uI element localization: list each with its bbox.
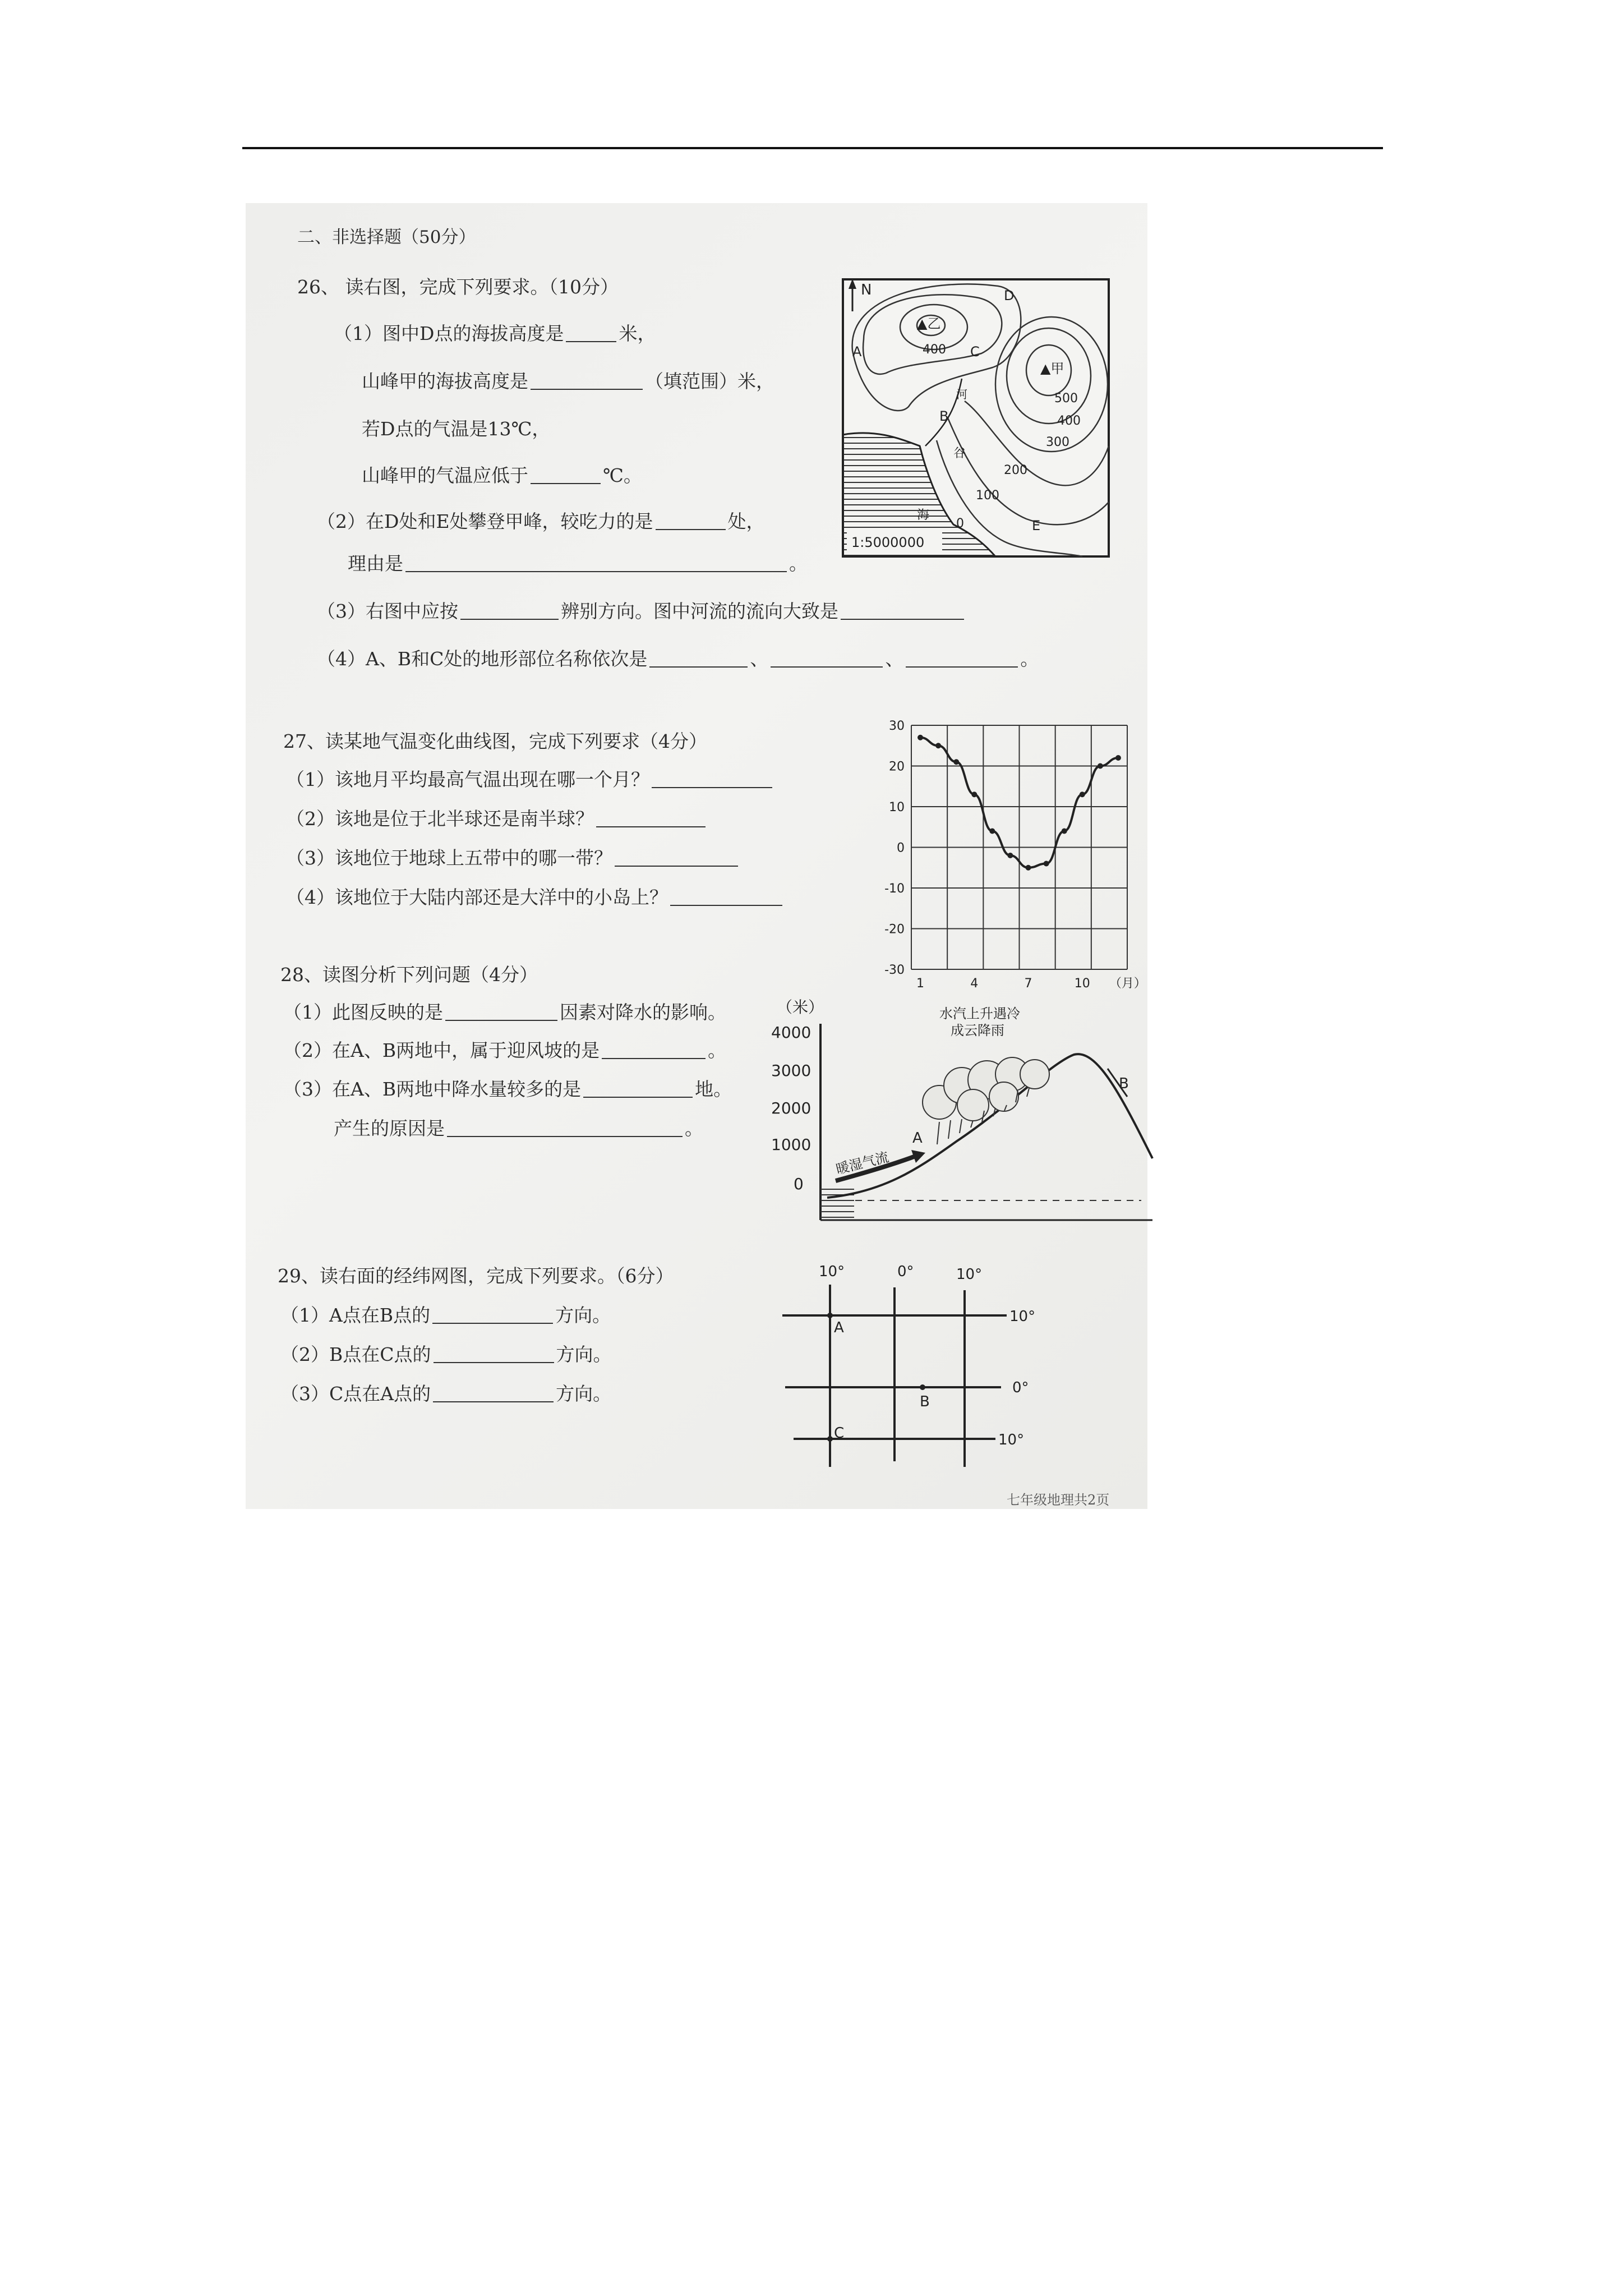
y-tick-label: 30	[889, 719, 905, 733]
answer-blank[interactable]	[656, 512, 726, 530]
q26-part1d: 山峰甲的气温应低于 ℃。	[362, 464, 642, 486]
answer-blank[interactable]	[906, 650, 1018, 668]
q28-q3: （3）在A、B两地中降水量较多的是 地。	[283, 1078, 732, 1100]
answer-blank[interactable]	[615, 849, 738, 867]
y-tick-label: -10	[884, 882, 905, 896]
q27-q3: （3）该地位于地球上五带中的哪一带？	[286, 847, 740, 869]
valley-label: 谷	[953, 447, 966, 461]
y-unit-label: （米）	[777, 998, 824, 1016]
temperature-point	[1115, 755, 1121, 761]
temperature-point	[989, 829, 995, 834]
q26-part1c: 若D点的气温是13℃，	[362, 418, 551, 440]
note-line1: 水汽上升遇冷	[939, 1006, 1020, 1022]
q26-part2b: 理由是 。	[348, 553, 808, 574]
y-tick-2000: 2000	[771, 1099, 811, 1117]
answer-blank[interactable]	[531, 466, 601, 484]
answer-blank[interactable]	[596, 809, 706, 827]
point-a-label: A	[852, 344, 862, 360]
river-label: 河	[956, 388, 967, 401]
section-title: 二、非选择题（50分）	[297, 227, 476, 247]
q29-q1: （1）A点在B点的 方向。	[280, 1304, 611, 1326]
q29-q2: （2）B点在C点的 方向。	[280, 1343, 612, 1365]
lat-label-bottom: 10°	[998, 1432, 1025, 1448]
y-tick-0: 0	[794, 1175, 804, 1193]
x-tick-label: 4	[970, 977, 979, 991]
q27-q4: （4）该地位于大陆内部还是大洋中的小岛上？	[286, 886, 785, 909]
q26-part2a: （2）在D处和E处攀登甲峰，较吃力的是 处，	[317, 510, 765, 532]
contour-label-400a: 400	[923, 343, 946, 357]
q26-title: 26、 读右图，完成下列要求。（10分）	[297, 276, 619, 298]
lat-long-grid	[782, 1259, 1130, 1473]
y-tick-4000: 4000	[771, 1023, 811, 1042]
temperature-point	[935, 743, 941, 748]
peak-jia-label: ▲甲	[1040, 361, 1064, 376]
answer-blank[interactable]	[531, 372, 643, 390]
x-tick-label: 7	[1024, 977, 1032, 991]
y-tick-label: -30	[884, 963, 905, 977]
q26-part3: （3）右图中应按 辨别方向。图中河流的流向大致是	[317, 600, 966, 623]
y-tick-label: -20	[884, 922, 905, 937]
answer-blank[interactable]	[433, 1384, 554, 1402]
topographic-map	[841, 278, 1110, 558]
contour-label-300: 300	[1046, 435, 1069, 449]
contour-label-400b: 400	[1057, 414, 1081, 428]
x-tick-label: 10	[1074, 977, 1090, 991]
point-c: C	[834, 1425, 845, 1442]
north-label: N	[861, 282, 872, 298]
temperature-point	[1098, 763, 1103, 769]
contour-label-200: 200	[1004, 463, 1027, 477]
temperature-point	[1044, 861, 1049, 867]
answer-blank[interactable]	[566, 324, 616, 342]
q28-q1: （1）此图反映的是 因素对降水的影响。	[283, 1001, 726, 1023]
y-tick-1000: 1000	[771, 1135, 811, 1154]
header-rule	[242, 147, 1383, 149]
y-tick-label: 20	[889, 760, 905, 774]
answer-blank[interactable]	[434, 1345, 554, 1363]
point-a: A	[834, 1319, 844, 1336]
answer-blank[interactable]	[405, 554, 787, 572]
lon-label-left: 10°	[819, 1263, 845, 1280]
x-tick-label: 1	[916, 977, 925, 991]
relief-rain-diagram	[771, 996, 1152, 1231]
airflow-label: 暖湿气流	[834, 1149, 891, 1177]
q27-q1: （1）该地月平均最高气温出现在哪一个月？	[286, 769, 774, 791]
q26-part1a: （1）图中D点的海拔高度是 米，	[334, 323, 656, 344]
q29-title: 29、读右面的经纬网图，完成下列要求。（6分）	[278, 1265, 674, 1287]
note-line2: 成云降雨	[951, 1023, 1004, 1038]
temperature-point	[917, 735, 923, 740]
q26-part4: （4）A、B和C处的地形部位名称依次是 、 、 。	[317, 648, 1039, 670]
q26-part1b: 山峰甲的海拔高度是 （填范围）米，	[362, 370, 774, 392]
contour-label-500: 500	[1054, 392, 1078, 406]
temperature-point	[971, 792, 977, 797]
contour-label-100: 100	[976, 489, 999, 503]
y-tick-3000: 3000	[771, 1061, 811, 1080]
label-a: A	[912, 1130, 923, 1147]
answer-blank[interactable]	[841, 602, 964, 620]
q28-title: 28、读图分析下列问题（4分）	[280, 964, 538, 986]
lon-label-center: 0°	[897, 1263, 914, 1280]
answer-blank[interactable]	[649, 650, 748, 668]
answer-blank[interactable]	[602, 1041, 706, 1059]
q27-q2: （2）该地是位于北半球还是南半球？	[286, 808, 708, 830]
lon-label-right: 10°	[956, 1266, 983, 1283]
lat-label-center: 0°	[1012, 1379, 1029, 1396]
lat-label-top: 10°	[1009, 1308, 1036, 1325]
q29-q3: （3）C点在A点的 方向。	[280, 1383, 612, 1405]
contour-label-0: 0	[956, 517, 964, 531]
answer-blank[interactable]	[583, 1080, 693, 1098]
peak-yi-label: ▲乙	[917, 316, 941, 332]
point-e-label: E	[1032, 518, 1041, 533]
point-b-label: B	[939, 408, 949, 424]
answer-blank[interactable]	[447, 1119, 683, 1137]
temperature-point	[1062, 829, 1067, 834]
temperature-point	[1026, 865, 1031, 871]
q28-q3b: 产生的原因是 。	[334, 1117, 703, 1139]
temperature-point	[1007, 853, 1013, 858]
answer-blank[interactable]	[460, 602, 559, 620]
y-tick-label: 10	[889, 800, 905, 815]
q27-title: 27、读某地气温变化曲线图，完成下列要求（4分）	[283, 730, 707, 752]
y-tick-label: 0	[897, 841, 905, 855]
label-b: B	[1119, 1075, 1129, 1092]
point-c-label: C	[970, 344, 980, 360]
answer-blank[interactable]	[445, 1003, 557, 1021]
map-scale: 1:5000000	[851, 535, 925, 550]
answer-blank[interactable]	[652, 770, 772, 788]
page-footer: 七年级地理共2页	[1007, 1492, 1110, 1508]
answer-blank[interactable]	[670, 888, 782, 906]
sea-label: 海	[917, 508, 930, 522]
answer-blank[interactable]	[432, 1306, 553, 1324]
temperature-chart	[864, 711, 1146, 997]
answer-blank[interactable]	[771, 650, 883, 668]
q28-q2: （2）在A、B两地中，属于迎风坡的是 。	[283, 1039, 727, 1061]
point-b: B	[920, 1393, 930, 1410]
temperature-point	[1080, 792, 1085, 797]
temperature-point	[953, 759, 959, 765]
x-axis-unit-label: （月）	[1109, 977, 1146, 991]
point-d-label: D	[1004, 288, 1015, 303]
